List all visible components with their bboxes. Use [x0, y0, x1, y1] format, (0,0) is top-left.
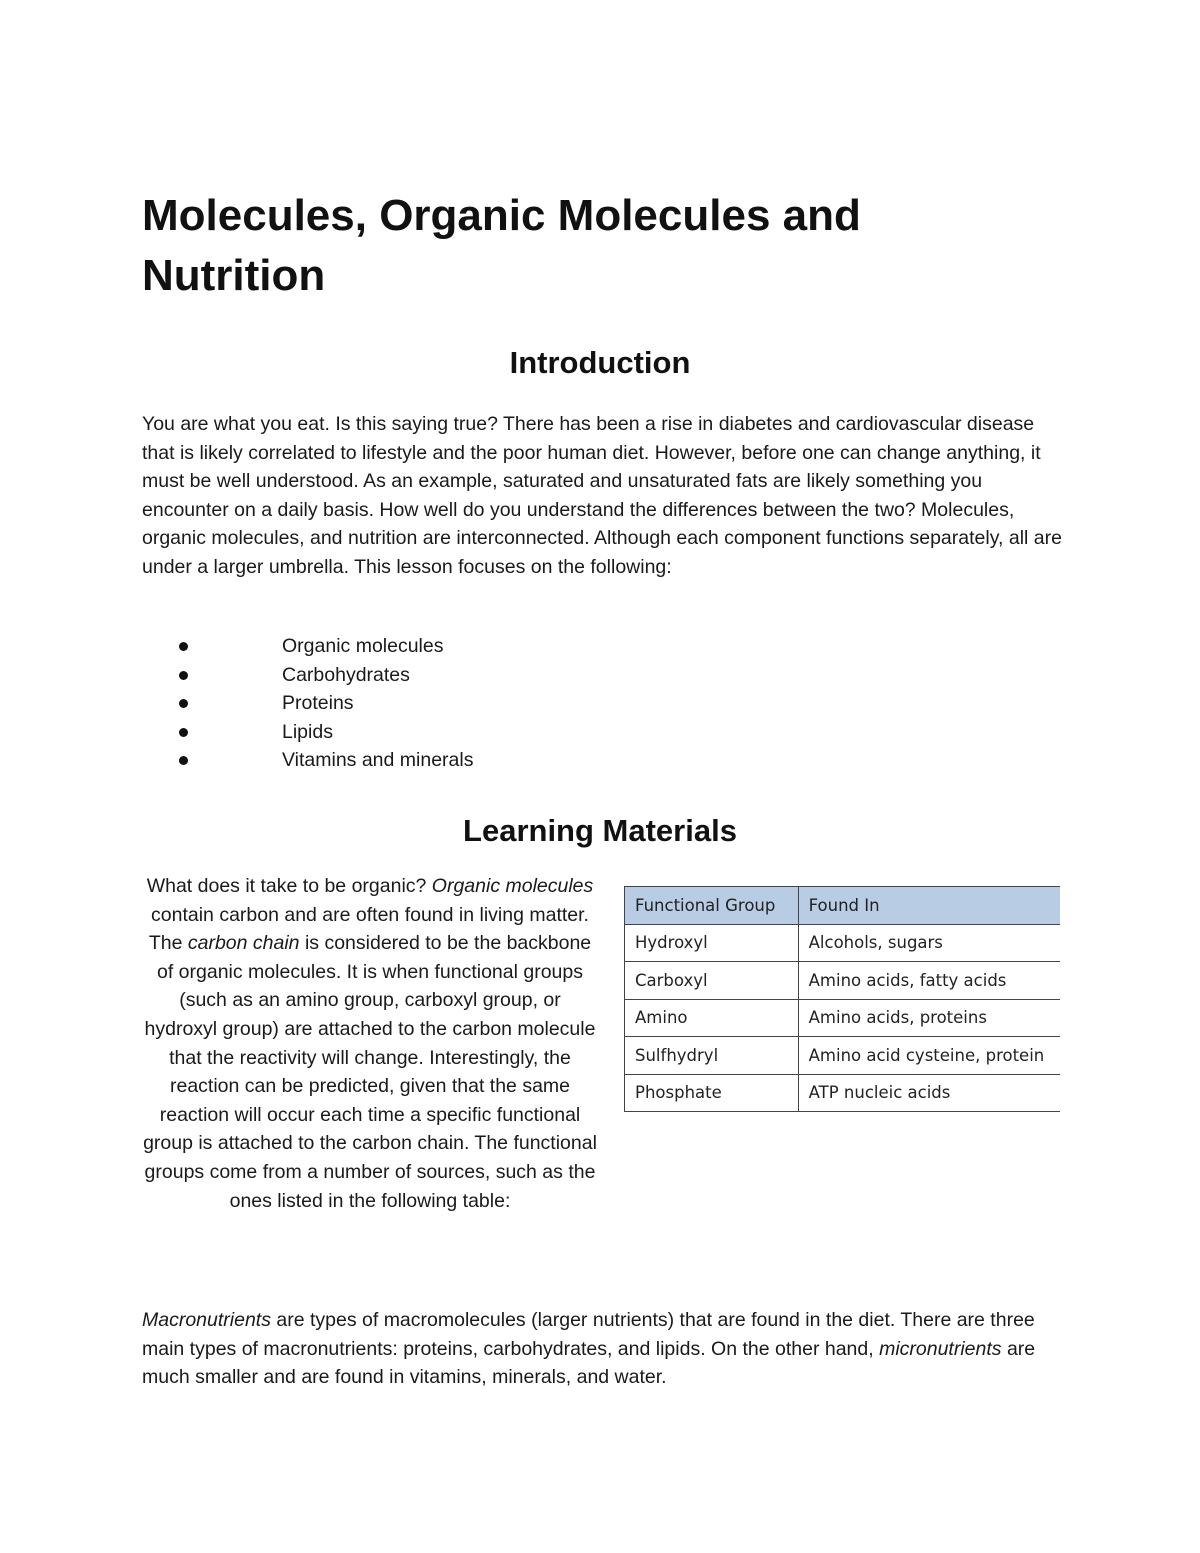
paragraph-text: are much smaller and are found in vitamins, minerals, and water. [142, 1337, 1036, 1389]
bullet-icon [179, 642, 188, 651]
table-cell: Hydroxyl [625, 924, 799, 962]
list-item-text: Carbohydrates [282, 663, 410, 686]
table-cell: Amino acid cysteine, protein [798, 1037, 1060, 1075]
table-row [625, 1074, 1061, 1112]
table-cell: Carboxyl [625, 962, 799, 1000]
document-title: Molecules, Organic Molecules and Nutrition [142, 191, 861, 300]
organic-molecules-paragraph [142, 872, 598, 1215]
term-micronutrients: micronutrients [879, 1337, 1002, 1360]
bullet-icon [179, 728, 188, 737]
column-header-found-in: Found In [798, 887, 1060, 925]
table-cell: Amino acids, proteins [798, 999, 1060, 1037]
table-cell: Phosphate [625, 1074, 799, 1112]
functional-group-table-container [624, 886, 1060, 1126]
list-item-text: Proteins [282, 692, 354, 715]
column-header-functional-group: Functional Group [625, 887, 799, 925]
term-macronutrients: Macronutrients [142, 1309, 271, 1331]
learning-materials-heading: Learning Materials [463, 813, 737, 848]
table-row [625, 962, 1061, 1000]
paragraph-text: is considered to be the backbone of organic molecules. It is when functional groups (such as an amino group, carboxyl group, or hydroxyl group) are attached to the carbon molecule that the reactivity will change. Interestingly, the reaction can be predicted, given that the same reaction will occur each time a specific functional group is attached to the carbon chain. The functional groups come from a number of sources, such as the ones listed in the following table: [143, 932, 597, 1212]
bullet-icon [179, 699, 188, 708]
list-item-text: Vitamins and minerals [282, 749, 474, 772]
table-cell: Alcohols, sugars [798, 924, 1060, 962]
list-item-text: Lipids [282, 720, 333, 743]
table-cell: Amino [625, 999, 799, 1037]
bullet-icon [179, 756, 188, 765]
table-row [625, 1037, 1061, 1075]
functional-group-table [624, 886, 1060, 1112]
introduction-heading: Introduction [509, 345, 691, 380]
bullet-icon [179, 671, 188, 680]
macronutrients-paragraph [142, 1306, 1067, 1392]
term-organic-molecules: Organic molecules [431, 875, 594, 897]
paragraph-text: are types of macromolecules (larger nutrients) that are found in the diet. There are three main types of macronutrients: proteins, carbohydrates, and lipids. On the other hand, [142, 1309, 1035, 1360]
table-cell: Sulfhydryl [625, 1037, 799, 1075]
table-cell: Amino acids, fatty acids [798, 962, 1060, 1000]
paragraph-text: contain carbon and are often found in living matter. The [148, 903, 589, 955]
table-row [625, 999, 1061, 1037]
introduction-paragraph: You are what you eat. Is this saying true? There has been a rise in diabetes and cardiovascular disease that is likely correlated to lifestyle and the poor human diet. However, before one can change anything, it must be well understood. As an example, saturated and unsaturated fats are likely something you encounter on a daily basis. How well do you understand the differences between the two? Molecules, organic molecules, and nutrition are interconnected. Although each component functions separately, all are under a larger umbrella. This lesson focuses on the following: [142, 413, 1062, 578]
table-row [625, 924, 1061, 962]
table-header-row [625, 887, 1061, 925]
term-carbon-chain: carbon chain [187, 932, 300, 955]
paragraph-text: What does it take to be organic? [146, 875, 432, 897]
list-item-text: Organic molecules [282, 635, 444, 657]
table-cell: ATP nucleic acids [798, 1074, 1060, 1112]
